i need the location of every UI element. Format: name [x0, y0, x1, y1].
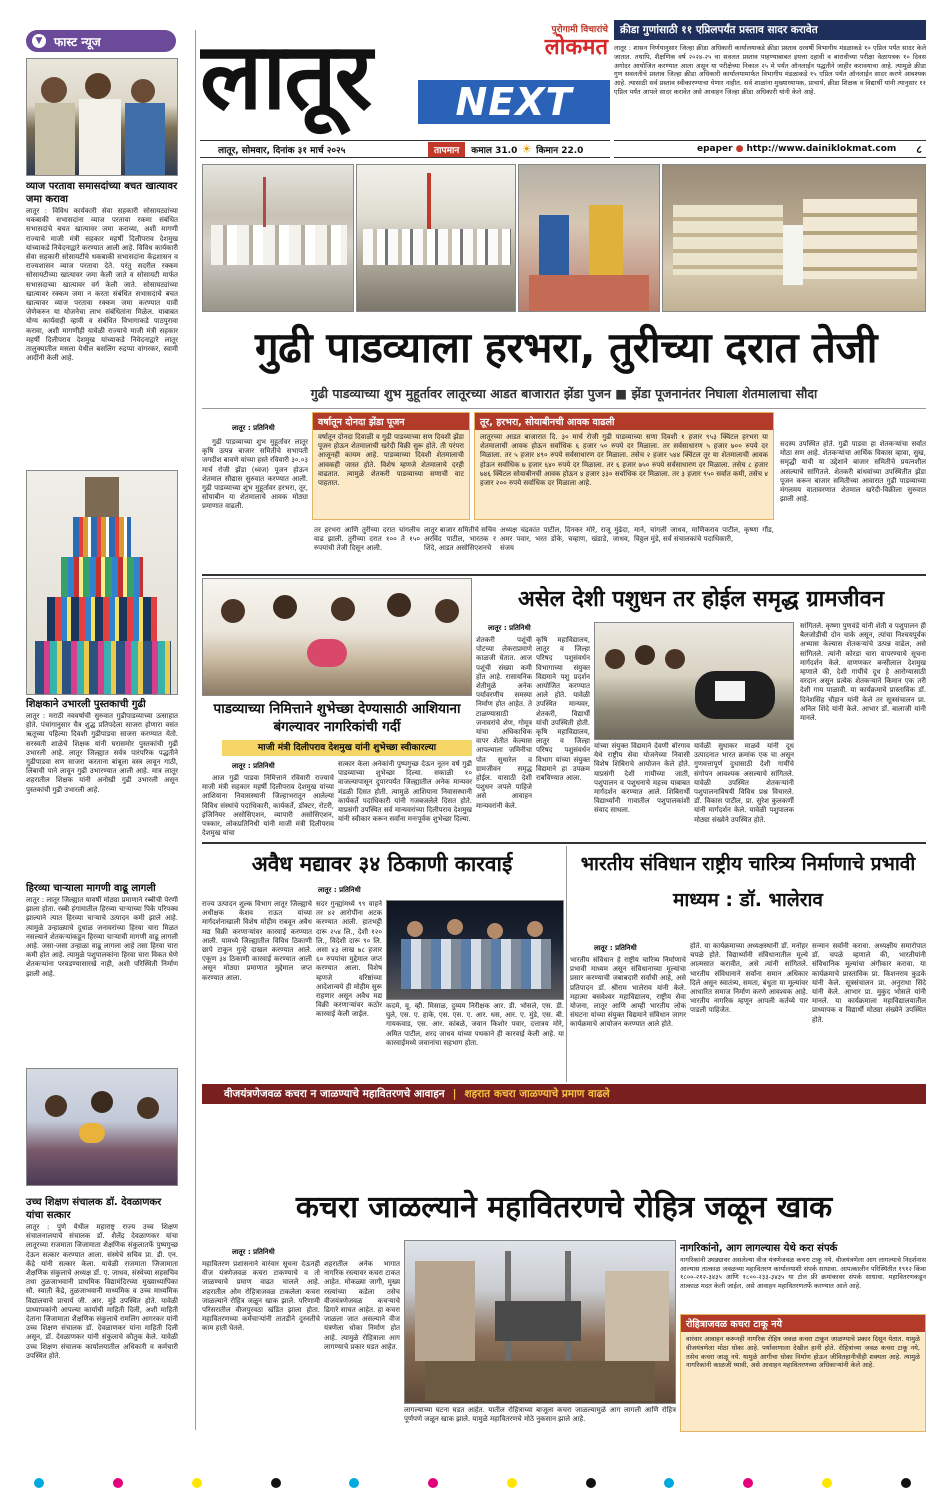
constitution-headline: भारतीय संविधान राष्ट्रीय चारित्र्य निर्माणाचे प्रभावी माध्यम : डॉ. भालेराव [580, 853, 916, 911]
info-box-2-title: तूर, हरभरा, सोयाबीनची आवक वाढली [475, 413, 773, 430]
temperature-label: तापमान [428, 142, 465, 157]
lead-col-3: लातूर बाजार समितीचे सचिव अरविंद पाटील, भारतक र शिंदे, आडत असोसिएशनचे [424, 526, 496, 553]
fast-news-photo-1 [26, 58, 178, 176]
banner-sep: | [452, 1088, 457, 1100]
page-number: ८ [916, 142, 922, 156]
info-box-1-body: वर्षातून दोनदा दिवाळी व गुढी पाडव्याच्या सण दिवशी झेंडा पूजन होऊन शेतमालाची खरेदी विक्री सुरू होते. ती परंपरा आजूनही कायम आहे. पाडव्याच्या दिवशी शेतमालाची आवकही जास्त होते. विशेष म्हणजे शेतमालाचे दरही वाढतात. त्यामुळे शेतकरी पाडव्याच्या सणाची वाट पाहतात. [318, 433, 464, 488]
lead-col-1: गुढी पाडव्याच्या शुभ मुहूर्तावर लातूर कृषि उत्पन्न बाजार समितीचे सभापती जगदीश बावणे यांच्या हस्ते रविवारी ३०.०३ मार्च रोजी झेंडा (ध्वज) पूजन होऊन शेतमाल सौद्यास सुरुवात करण्यात आली. गुढी पाडव्याच्या शुभ मुहूर्तावर हरभरा, तूर, सोयाबीन या शेतमालाचे आवक मोठ्या प्रमाणात वाढली. [202, 438, 308, 511]
lead-rule [202, 408, 926, 409]
fast-news-body: लातूर : लातूर जिल्ह्यात यावर्षी मोठ्या प्रमाणाने रब्बीची पेरणी झाला होता. रब्बी हंगामातील हिरव्या चाऱ्याच्या पिके परिपक्व झाल्याने त्यात हिरव्या चाऱ्याचे उत्पादन कमी झाले आहे. त्यामुळे उन्हाळ्याचे दुधाळ जनावरांच्या हिरवा चारा मिळत नसल्याने शेतकऱ्यांकडून हिरव्या चाऱ्याची मागणी वाढू लागली आहे. जसा-जसा उन्हाळा वाढू लागला आहे तसा हिरवा चारा कमी होत आहे. त्यामुळे पशुपालकांना हिरवा चारा विकत घेणे शेतकऱ्यांना परवडण्यासारखे नाही, अशी परिस्थिती निर्माण झाली आहे. [26, 896, 178, 978]
livestock-col-1: शेतकरी पशूंची पोटच्या लेकराप्रमाणे काळजी घेतात. आज पशूंची संख्या कमी होत आहे. रासायनिक शेतीमुळे अनेक पर्यावरणीय समस्या निर्माण होत आहेत. ते टाळण्यासाठी जनावरांचे शेण, गोमूत्र यांचा अधिकाधिक वापर शेतीत केल्यास आपल्याला जमिनीचा पोत सुधारेल व ग्रामजीवन समृद्ध होईल. यासाठी देशी पशुधन जपले पाहिजे असे आवाहन मान्यवरांनी केले. [476, 636, 532, 810]
liquor-photo [386, 900, 564, 1000]
livestock-col-4: सांगितले. कृष्णा पुणवंडे यांनी शेती व पशुपालन ही बैलजोडीची दोन चाके असून, त्यांचा निश्चयपूर्वक अभ्यास केल्यास शेतकऱ्यांचे उत्पन्न वाढेल, असे सांगितले. त्यांनी कोरडा चारा वापरण्याचे सूचना मार्गदर्शन केले. वाणणकर बन्सीलाल देशमुख म्हणाले की, देशी गायींचे दूध हे आरोग्यासाठी वरदान असून प्रत्येक शेतकऱ्याने किमान एक तरी देशी गाय पाळावी. या कार्यक्रमाचे प्रास्ताविक डॉ. दिनेशसिंह चौहान यांनी केले तर सूत्रसंचालन प्रा. अनिल शिंदे यांनी केले. आभार डॉ. बालाजी यांनी मानले. [800, 622, 926, 723]
fast-news-title: व्याज परतावा समासदांच्या बचत खात्यावर जमा करावा [26, 181, 178, 205]
fast-news-item-2 [26, 698, 178, 862]
fast-news-header: ▼ फास्ट न्यूज [26, 30, 176, 52]
greetings-col-1: आज गुढी पाडवा निमित्ताने रविवारी राज्याचे माजी मंत्री सहकार महर्षी दिलीपराव देशमुख यांच्या आशियाना निवासस्थानी जिल्हाभरातून आलेल्या विविध संस्थांचे पदाधिकारी, कार्यकर्ते, डॉक्टर, रोटरी, इंजिनियर असोसिएशन, व्यापारी असोसिएशन, पत्रकार, लोकप्रतिनिधी यांनी माजी मंत्री दिलीपराव देशमुख यांचा [202, 774, 334, 838]
liquor-byline: लातूर : प्रतिनिधी [318, 886, 361, 894]
no-dumping-box [680, 1314, 926, 1432]
fast-news-body: लातूर : पुणे येथील महाराष्ट्र राज्य उच्च शिक्षण संचालनालयाचे संचालक डॉ. शैलेंद्र देवळाणकर यांचा लातूरच्या राजमाता जिजामाता शैक्षणिक संकुलातर्फे पुष्पगुच्छ देऊन सत्कार करण्यात आला. संस्थेचे सचिव प्रा. डी. एन. केंद्रे यांनी सत्कार केला. यावेळी राजमाता जिजामाता शैक्षणिक संकुलाचे अध्यक्ष डॉ. ए. जाधव, संस्थेच्या सहसचिव तथा तुळजाभवानी प्राथमिक विद्यामंदिरच्या मुख्याध्यापिका सौ. स्वाती केंद्रे, तुळजाभवानी माध्यमिक व उच्च माध्यमिक विद्यालयाचे प्राचार्य जी. आर. मुंडे उपस्थित होते. यावेळी प्राध्यापकांनी आपल्या कार्याची माहिती दिली, अशी माहिती देताना जिजामाता शैक्षणिक संकुलाचे रामलिंग आगरकर यांनी उच्च शिक्षण संचालक डॉ. देवळाणकर यांना माहिती दिली असून, डॉ. देवळाणकर यांनी संकुलाचे कौतुक केले. यावेळी उच्च शिक्षण संचालक कार्यालयातील अधिकारी व कर्मचारी उपस्थित होते. [26, 1223, 178, 1360]
liquor-caption: कदमे, यू. व्ही. मिसाळ, दुय्यम निरीक्षक आर. डी. भोसले, एस. डी. घुले, एस. ए. हाके, एस. एस. ए. आर. धस, आर. ए. मुंडे, एस. बी. गायकवाड, एस. आर. कांबळे, जवान किशोर पवार, दत्तात्रय मोरे, अमित पाटील, शरद जाधव यांच्या पथकाने ही कारवाई केली आहे. या कारवाईमध्ये जवानांचा सहभाग होता. [386, 1002, 564, 1047]
livestock-headline: असेल देशी पशुधन तर होईल समृद्ध ग्रामजीवन [517, 587, 885, 612]
info-box-2-body: लातूरच्या आडत बाजारात दि. ३० मार्च रोजी गुढी पाडव्याच्या सणा दिवशी १ हजार ९५३ क्विंटल हरभरा या शेतमालाची आवक होऊन सर्वाधिक ६ हजार ५० रुपये दर मिळाला. तर सर्वसाधारण ५ हजार ७०० रुपये दर मिळाला. तर ५ हजार ४९० रुपये सर्वसाधारण दर मिळाला. तसेच २ हजार ५४४ क्विंटल तूर या शेतमालाची आवक होऊन सर्वाधिक ७ हजार ६४० रुपये दर मिळाला. तर ६ हजार ७५० रुपये सर्वसाधारण दर मिळाला. तसेच ८ हजार ७४६ क्विंटल सोयाबीनची आवक होऊन ४ हजार ३३० सर्वाधिक दर मिळाला. तर ३ हजार ९५० सर्वात कमी, तसेच ४ हजार २०० रुपये सर्वाधिक दर मिळाला आहे. [480, 433, 768, 488]
sun-icon: ☀ [521, 142, 533, 156]
partner-name: लोकमत [544, 35, 608, 60]
color-registration-bar [0, 1476, 945, 1490]
info-box-1-title: वर्षातून दोनदा झेंडा पूजन [313, 413, 469, 430]
fast-news-title: हिरव्या चाऱ्याला मागणी वाढू लागली [26, 883, 156, 894]
temp-max: कमाल 31.0 [471, 145, 518, 156]
epaper-label: epaper [696, 144, 733, 154]
transformer-col-2: शहरातील अनेक भागात नागरिक रस्त्यावर कचरा टाकत आहेत. मोकळ्या जागी, मुख्य रस्त्यांच्या कडेला तसेच वीजयंत्रणेजवळ कचऱ्याचे ढिगारे साचत आहेत. हा कचरा जाळला जात असल्याने वीज यंत्रणेला धोका निर्माण होत आहे. त्यामुळे रोहित्राला आग लागण्याचे प्रकार घडत आहेत. [324, 1260, 400, 1351]
lead-col-2: तर हरभरा आणि तुरीच्या दरात चांगलीच वाढ झाली. तुरीच्या दरात १०० ते १५० रुपयांची तेजी दिसून आली. [314, 526, 420, 553]
chevron-down-icon: ▼ [32, 34, 46, 48]
temp-min: किमान 22.0 [536, 145, 584, 156]
lead-photo-2 [356, 164, 516, 312]
greetings-byline: लातूर : प्रतिनिधी [232, 762, 275, 770]
liquor-col-1: राज्य उत्पादन शुल्क विभाग लातूर जिल्ह्याचे अधीक्षक केशव राऊत यांच्या मार्गदर्शनाखाली विशेष मोहीम राबवून अवैध मद्य विक्री करणाऱ्यांवर कारवाई करण्यात आली. यामध्ये जिल्ह्यातील विविध ठिकाणी छापे टाकून गुन्हे दाखल करण्यात आले. एकूण ३४ ठिकाणी कारवाई करण्यात आली असून मोठ्या प्रमाणात मुद्देमाल जप्त करण्यात आला. [202, 900, 312, 982]
greetings-strap: माजी मंत्री दिलीपराव देशमुख यांनी शुभेच्छा स्वीकारल्या [222, 740, 472, 756]
lead-subhead: गुढी पाडव्याच्या शुभ मुहूर्तावर लातूरच्या आडत बाजारात झेंडा पुजन ■ झेंडा पूजनानंतर निघाला शेतमालाचा सौदा [310, 386, 818, 401]
partner-logo [478, 22, 608, 70]
constitution-col-1: भारतीय संविधान हे राष्ट्रीय चारित्र्य निर्माणाचे प्रभावी माध्यम असून संविधानाच्या मूल्यांचा प्रसार करण्याची जबाबदारी सर्वांची आहे, असे प्रतिपादन डॉ. श्रीराम भालेराव यांनी केले. महात्मा बसवेश्वर महाविद्यालय, राष्ट्रीय सेवा योजना, लातूर आणि आम्ही भारतीय लोक संघटना यांच्या संयुक्त विद्यमाने संविधान जागर कार्यक्रमाचे आयोजन करण्यात आले होते. [570, 956, 686, 1029]
livestock-col-3: यावेळी सुधाकर माळवे यांनी दूध उत्पादनात भारत क्रमांक एक चा असून गुणवत्तापूर्ण दुधासाठी देशी गायींचे संगोपन आवश्यक असल्याचे सांगितले. यावेळी उपस्थित शेतकऱ्यांनी पशुपालनाविषयी विविध प्रश्न विचारले. डॉ. विकास पाटील, प्रा. सुरेश कुलकर्णी यांनी मार्गदर्शन केले. यावेळी पशुपालक मोठ्या संख्येने उपस्थित होते. [694, 742, 794, 824]
dateline: लातूर, सोमवार, दिनांक ३१ मार्च २०२५ [218, 145, 346, 156]
transformer-caption: लागल्याच्या घटना घडत आहेत. यातील रोहित्राच्या बाजूला कचरा जाळल्यामुळे आग लागली आणि रोहित्र पूर्णपणे जळून खाक झाले. यामुळे महावितरणचे मोठे नुकसान झाले आहे. [404, 1406, 676, 1424]
column-divider [566, 846, 567, 1082]
warning-banner [202, 1084, 926, 1104]
no-dumping-title: रोहित्राजवळ कचरा टाकू नये [681, 1315, 925, 1332]
lead-photo-3 [518, 164, 660, 312]
lead-photo-4 [662, 164, 926, 312]
liquor-col-2: सदर गुन्ह्यांमध्ये ९९ वाहने तर ४२ आरोपींना अटक करण्यात आली. हातभट्टी दारू २५४ लि., देशी १२० लि., विदेशी दारू ९० लि. असा ४३ लाख ७८ हजार ६० रुपयांचा मुद्देमाल जप्त करण्यात आला. विशेष म्हणजे वरिष्ठांच्या आदेशान्वये ही मोहीम सुरू राहणार असून अवैध मद्य विक्री करणाऱ्यांवर कठोर कारवाई केली जाईल. [316, 900, 382, 1019]
livestock-caption: यांच्या संयुक्त विद्यमाने देवणी बोरगाव येथे राष्ट्रीय सेवा योजनेच्या निवासी विशेष शिबिराचे आयोजन केले होते. याप्रसंगी देशी गायीच्या जाती, पशुपालन व पशुधनाचे महत्त्व याबाबत मार्गदर्शन करण्यात आले. शिबिरार्थी विद्यार्थ्यांनी गावातील पशुपालकांशी संवाद साधला. [594, 742, 690, 815]
transformer-photo [404, 1240, 676, 1404]
greetings-headline: पाडव्याच्या निमित्ताने शुभेच्छा देण्यासाठी आशियाना बंगल्यावर नागरिकांची गर्दी [213, 701, 461, 735]
epaper-link[interactable]: http://www.dainiklokmat.com [746, 144, 897, 154]
banner-right: शहरात कचरा जाळण्याचे प्रमाण वाढले [464, 1088, 610, 1100]
sports-notice [614, 20, 926, 138]
fast-news-body: लातूर : मराठी नववर्षाची सुरुवात गुढीपाडव्याच्या उत्साहात होते. पंचांगानुसार चैत्र शुद्ध प्रतिपदेला साजरा होणारा वसंत ऋतूच्या पहिल्या दिवशी गुढीपाडवा साजरा करण्यात येतो. सरस्वती शाळेचे शिक्षक यांनी घरासमोर पुस्तकांची गुढी उभारली आहे. लातूर जिल्ह्यात सर्वत्र पारंपरिक पद्धतीने गुढीपाडवा सण साजरा करताना बांबूला वस्त्र लावून गाठी, लिंबाची पाने लावून गुढी उभारण्यात आली आहे. मात्र लातूर शहरातील शिक्षक यांनी अनोखी गुढी उभारली असून पुस्तकांची गुढी उभारली आहे. [26, 712, 178, 794]
partner-tag: पुरोगामी विचारांचे [551, 25, 608, 35]
transformer-col-1: महावितरण प्रशासनाने वारंवार सूचना देऊनही वीज यंत्रणेजवळ कचरा टाकण्याचे व तो जाळण्याचे प्रमाण वाढत चालले आहे. शहरातील ओम रोहित्राजवळ टाकलेला कचरा जाळल्याने रोहित्र जळून खाक झाले. परिणामी परिसरातील वीजपुरवठा खंडित झाला होता. महावितरणच्या कर्मचाऱ्यांनी तातडीने दुरुस्तीचे काम हाती घेतले. [202, 1260, 320, 1333]
transformer-headline: कचरा जाळल्याने महावितरणचे रोहित्र जळून खाक [295, 1190, 833, 1225]
livestock-col-2: कृषि महाविद्यालय, लातूर व जिल्हा परिषद पशुसंवर्धन विभागाच्या संयुक्त विद्यमाने पशु प्रदर्शन आयोजित करण्यात आले होते. यावेळी उपस्थित मान्यवर, शेतकरी, विद्यार्थी यांची उपस्थिती होती. कृषि महाविद्यालय, लातूर व जिल्हा परिषद पशुसंवर्धन विभाग यांच्या संयुक्त विद्यमाने हा उपक्रम राबविण्यात आला. [536, 636, 590, 783]
fast-news-item-1 [26, 180, 178, 477]
banner-left: वीजयंत्रणेजवळ कचरा न जाळण्याचे महावितरणचे आवाहन [224, 1088, 445, 1100]
sports-notice-body: लातूर : शासन निर्णयानुसार जिल्हा क्रीडा अधिकारी कार्यालयाकडे क्रीडा प्रस्ताव दरवर्षी विभागीय मंडळाकडे १० एप्रिल पर्यंत सादर केले जातात. तथापि, शैक्षणिक वर्ष २०२४-२५ चा सवलत प्रस्ताव पाहण्याबाबत इयत्ता दहावी व बारावीच्या परीक्षा वेळापत्रक १० दिवस अगोदर आयोजित करण्यात आला असून या परीक्षेच्या निकाल २५ मे पर्यंत ऑनलाईन पद्धतीने जाहीर करावयाचा आहे. त्यामुळे क्रीडा गुण सवलतीचे प्रस्ताव जिल्हा क्रीडा अधिकारी कार्यालयामार्फत विभागीय मंडळाकडे १५ एप्रिल पर्यंत ऑनलाईन सादर करणे आवश्यक आहे. त्यासाठी सर्व प्रस्ताव स्वीकारण्याचा येणार नाहीत. सर्व शाळांना मुख्याध्यापक, प्राचार्य, क्रीडा शिक्षक व विद्यार्थी यांनी त्यानुसार ११ एप्रिल पर्यंत आपले सादर करावेत असे आवाहन जिल्हा क्रीडा अधिकारी यांनी केले आहे. [614, 44, 926, 96]
greetings-col-2: सत्कार केला अनेकांनी पुष्पगुच्छ देऊन नूतन वर्ष गुढी पाडव्याच्या शुभेच्छा दिल्या. सकाळी १० वाजल्यापासून दुपारपर्यंत जिल्ह्यातील अनेक मान्यवर मंडळी दिसत होती. त्यामुळे आशियाना निवासस्थानी कार्यकर्ते पदाधिकारी यांनी गजबजलेले दिसत होते. याप्रसंगी उपस्थित सर्व मान्यवरांच्या दिलीपराव देशमुख यांनी स्वीकार करून सर्वांना मनःपूर्वक शुभेच्छा दिल्या. [338, 760, 472, 824]
section-rule [202, 574, 926, 576]
sports-notice-title: क्रीडा गुणांसाठी ११ एप्रिलपर्यंत प्रस्ताव सादर करावेत [614, 20, 926, 40]
contact-box [680, 1240, 926, 1310]
section-rule [202, 842, 926, 844]
livestock-byline: लातूर : प्रतिनिधी [488, 624, 531, 632]
lead-body [202, 412, 926, 572]
contact-box-body: नागरिकांनी उघड्यावर असलेल्या वीज यंत्रणेजवळ कचरा टाकू नये. वीजयंत्रणेला आग लागल्याचे निदर्शनास आल्यास तात्काळ जवळच्या महावितरण कार्यालयाशी संपर्क साधावा. आपत्कालीन परिस्थितीत १९१२ किंवा १८००-२१२-३४३५ आणि १८००-२३३-३४३५ या टोल फ्री क्रमांकावर संपर्क साधावा. महावितरणकडून तात्काळ मदत केली जाईल, असे आवाहन महावितरणतर्फे करण्यात आले आहे. [680, 1256, 926, 1290]
greetings-photo [202, 578, 472, 696]
masthead-title: लातूर [200, 23, 371, 130]
contact-box-title: नागरिकांनो, आग लागल्यास येथे करा संपर्क [680, 1243, 838, 1254]
fast-news-body: लातूर : विविध कार्यकारी सेवा सहकारी सोसायट्यांच्या थकबाकी सभासदांना व्याज परतावा रकमा संबंधित सभासदांचे बचत खात्यावर जमा कराव्या, अशी मागणी राज्याचे माजी मंत्री सहकार महर्षी दिलीपराव देशमुख यांच्याकडे निवेदनाद्वारे करण्यात आली आहे. विविध कार्यकारी सेवा सहकारी सोसायटींचे थकबाकी सभासदांना केंद्रशासन व राज्यशासन व्याज परतावा देते. परंतु सदरील रक्कम सोसायटीच्या खात्यावर जमा केली जाते व सोसायटी मार्फत सभासदाच्या खात्यावर वर्ग केली जाते. सोसायट्यांच्या खात्यावर रक्कम जमा न करता संबंधित सभासदाचे बचत खात्यावर व्याज परतावा रक्कम जमा करण्यात यावी जेणेकरुन या योजनेचा लाभ संबंधितांना मिळेल. याबाबत योग्य कार्यवाही व्हावी व संबंधित विभागाकडे पाठपुरावा करावा, अशी मागणीही यावेळी राज्याचे माजी मंत्री सहकार महर्षी दिलीपराव देशमुख यांच्याकडे निवेदनाद्वारे लातूर तालुक्यातील मसला येथील बसलिंग रुद्रप्पा वांगरकर, स्वामी आदींनी केली आहे. [26, 207, 178, 363]
fast-news-title: शिक्षकाने उभारली पुस्तकाची गुढी [26, 699, 146, 710]
constitution-byline: लातूर : प्रतिनिधी [594, 944, 637, 952]
fast-news-title: उच्च शिक्षण संचालक डॉ. देवळाणकर यांचा सत्कार [26, 1197, 162, 1221]
livestock-photo [594, 622, 794, 740]
globe-icon: ● [735, 144, 744, 154]
liquor-headline: अवैध मद्यावर ३४ ठिकाणी कारवाई [251, 852, 513, 876]
lead-photo-1 [202, 164, 354, 312]
transformer-byline: लातूर : प्रतिनिधी [232, 1248, 275, 1256]
fast-news-column [0, 0, 193, 1501]
fast-news-item-3 [26, 882, 178, 1024]
column-divider [195, 30, 196, 1430]
lead-byline: लातूर : प्रतिनिधी [232, 424, 275, 432]
lead-headline: गुढी पाडव्याला हरभरा, तुरीच्या दरात तेजी [254, 323, 878, 372]
lead-col-5: माने, चांगली जाधव, माणिकराव पाटील, कृष्णा गौंड, विठ्ठल मुंडे, सर्व संचालकांचे पदाधिकारी, [634, 526, 774, 544]
fast-news-item-4 [26, 1196, 178, 1458]
lead-col-4: अध्यक्ष चंद्रकांत पाटील, दिनकर मोरे, राजू मुंढेदा, अमर पवार, भरत डोके, चव्हाण, खंडाडे, जाधव, संजय [500, 526, 630, 553]
books-gudhi-photo [26, 470, 178, 695]
lead-col-6: सदस्य उपस्थित होते. गुढी पाडवा हा शेतकऱ्यांचा सर्वात मोठा सण आहे. शेतकऱ्यांचा आर्थिक विकास व्हावा, सुख, समृद्धी यावी या उद्देशाने बाजार समितीचे प्रयत्नशील असल्याचे सांगितले. शेतकरी बांधवांच्या उपस्थितीत झेंडा पूजन करून बाजार समितीच्या आवारात गुढी पाडव्याच्या मंगलमय वातावरणात शेतमाल खरेदी-विक्रीला सुरुवात झाली आहे. [780, 440, 926, 504]
next-logo: NEXT [418, 80, 610, 124]
fast-news-photo-2 [26, 1068, 178, 1186]
dateline-bar [200, 140, 610, 158]
epaper-bar [614, 140, 926, 158]
info-box-1 [312, 412, 470, 520]
info-box-2 [474, 412, 774, 520]
constitution-col-3: सन्मान सर्वांनी करावा. अध्यक्षीय समारोपात डॉ. चपळे म्हणाले की, भारतीयांनी संविधानिक मूल्यांचा अंगीकार करावा. या कार्यक्रमाचे प्रास्ताविक प्रा. किशनराव कुडके यांनी केले. सूत्रसंचालन प्रा. अनुराधा सिंदे यांनी केले. आभार प्रा. मुकुंद भोसले यांनी मानले. या कार्यक्रमाला महाविद्यालयातील प्राध्यापक व विद्यार्थी मोठ्या संख्येने उपस्थित होते. [812, 942, 926, 1024]
no-dumping-body: वारंवार आवाहन करूनही नागरिक रोहित्र जवळ कचरा टाकून जाळण्याचे प्रकार दिसून येतात. यामुळे वीजयंत्रणेला मोठा धोका आहे. पर्यावरणाला देखील हानी होते. रोहित्रांच्या जवळ कचरा टाकू नये, तसेच कचरा जाळू नये. यामुळे आगीचा धोका निर्माण होऊन जीवितहानीचीही शक्यता आहे. त्यामुळे नागरिकांनी काळजी घ्यावी, असे आवाहन महावितरणच्या अधिकाऱ्यांनी केले आहे. [686, 1335, 920, 1370]
constitution-col-2: होते. या कार्यक्रमाच्या अध्यक्षस्थानी डॉ. मनोहर चपळे होते. विद्यार्थ्यांनी संविधानातील मूल्ये आत्मसात करावीत, असे त्यांनी सांगितले. भारतीय संविधानाने सर्वांना समान अधिकार दिले असून स्वातंत्र्य, समता, बंधुता या मूल्यांवर आधारित समाज निर्माण करणे आवश्यक आहे. भारतीय नागरिक म्हणून आपली कर्तव्ये पार पाडली पाहिजेत. [690, 942, 808, 1015]
